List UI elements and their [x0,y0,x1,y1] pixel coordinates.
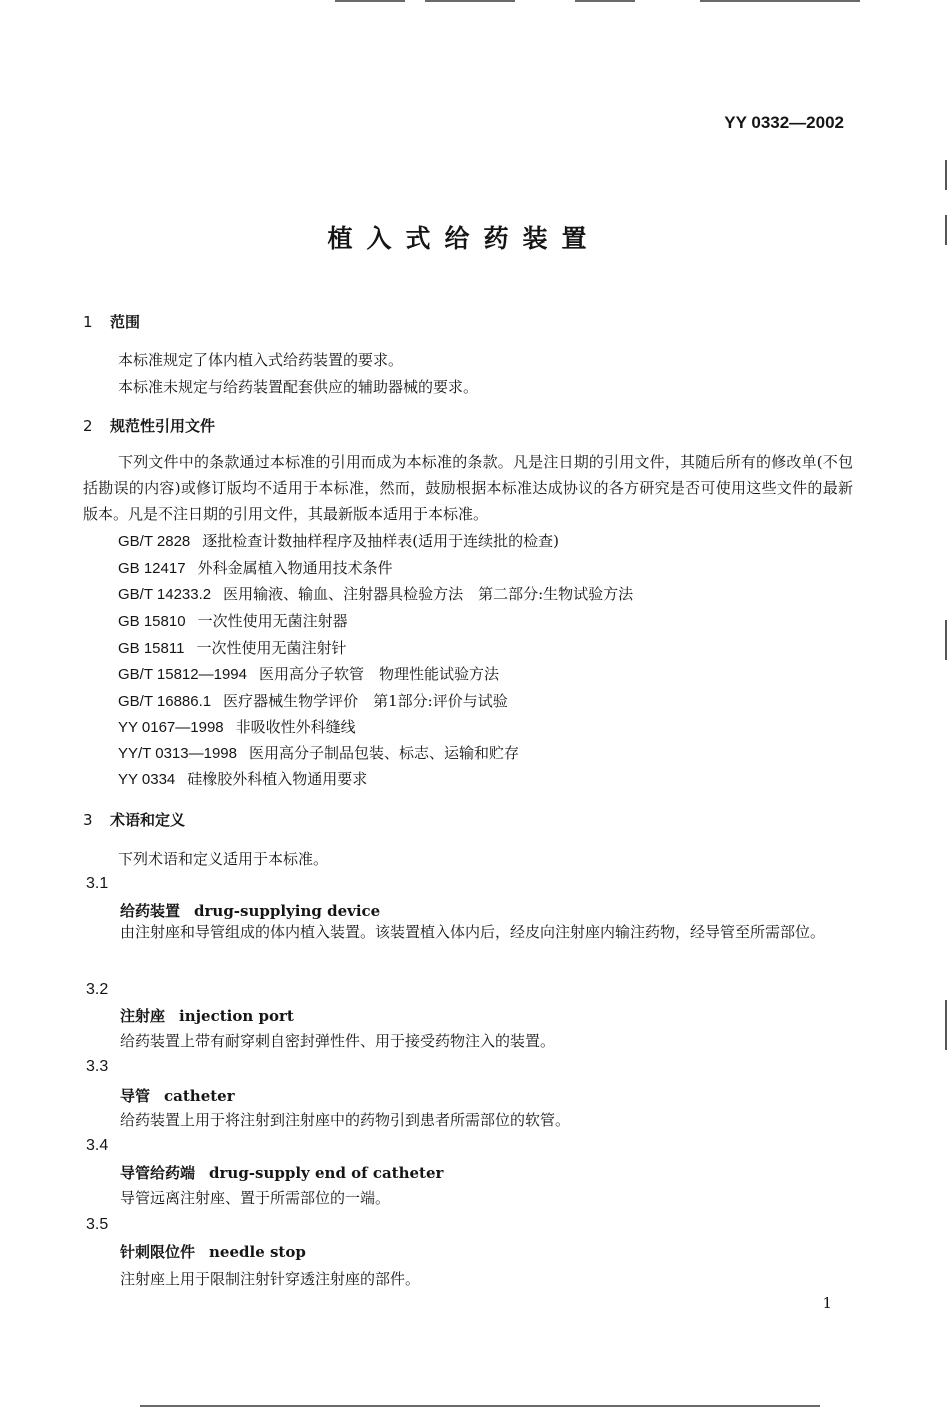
document-title: 植入式给药装置 [327,224,601,253]
section-title: 规范性引用文件 [110,417,216,435]
reference-title: 医疗器械生物学评价 第1部分:评价与试验 [223,692,508,710]
page-number: 1 [822,1294,832,1312]
scan-edge-mark [945,215,947,245]
reference-item [118,716,356,737]
term-name-cn: 给药装置 [120,902,181,920]
reference-title: 硅橡胶外科植入物通用要求 [187,770,368,788]
term-name-cn: 导管 [120,1087,151,1105]
term-number: 3.4 [86,1137,109,1154]
term-definition: 给药装置上带有耐穿刺自密封弹性件、用于接受药物注入的装置。 [120,1032,556,1050]
scope-paragraph: 本标准规定了体内植入式给药装置的要求。 [118,351,404,369]
reference-title: 逐批检查计数抽样程序及抽样表(适用于连续批的检查) [202,532,559,550]
scan-edge-mark [945,620,947,660]
term-name [120,900,380,921]
term-name-en: drug-supplying device [194,902,381,920]
term-name [120,1241,306,1262]
section-number: 2 [83,417,93,435]
term-definition: 由注射座和导管组成的体内植入装置。该装置植入体内后，经皮向注射座内输注药物，经导管至所需部位。 [120,923,826,941]
reference-item [118,742,519,763]
term-name-en: catheter [164,1087,235,1105]
term-number: 3.3 [86,1058,109,1075]
reference-item [118,530,559,551]
scan-artifact-bottom [140,1405,820,1407]
reference-code: YY 0167—1998 [118,719,224,736]
section-heading-scope [83,311,140,332]
scan-artifact-top [425,0,515,2]
reference-item [118,768,367,789]
reference-code: GB 15810 [118,613,186,630]
standard-code: YY 0332—2002 [724,113,844,132]
reference-item [118,663,499,684]
reference-item [118,583,633,604]
section-heading-terms [83,809,185,830]
term-definition: 注射座上用于限制注射针穿透注射座的部件。 [120,1270,421,1288]
reference-code: GB/T 15812—1994 [118,666,247,683]
normative-intro: 下列文件中的条款通过本标准的引用而成为本标准的条款。凡是注日期的引用文件，其随后所有的修改单(不包括勘误的内容)或修订版均不适用于本标准，然而，鼓励根据本标准达成协议的各方研究是否可使用这些文件的最新版本。凡是不注日期的引用文件，其最新版本适用于本标准。 [83,453,853,523]
scan-artifact-top [575,0,635,2]
terms-intro: 下列术语和定义适用于本标准。 [118,850,329,868]
term-name-cn: 注射座 [120,1007,166,1025]
reference-code: GB/T 2828 [118,533,191,550]
scope-paragraph: 本标准未规定与给药装置配套供应的辅助器械的要求。 [118,378,479,396]
scan-edge-mark [945,160,947,190]
term-name [120,1085,235,1106]
reference-item [118,610,348,631]
section-title: 范围 [110,313,141,331]
term-number: 3.2 [86,981,109,998]
term-name-en: needle stop [209,1243,306,1261]
reference-code: GB/T 14233.2 [118,586,212,603]
reference-title: 一次性使用无菌注射器 [197,612,348,630]
reference-item [118,690,508,711]
reference-code: GB 12417 [118,560,186,577]
term-definition: 给药装置上用于将注射到注射座中的药物引到患者所需部位的软管。 [120,1111,571,1129]
term-name-en: drug-supply end of catheter [209,1164,444,1182]
term-number: 3.1 [86,875,109,892]
reference-code: YY 0334 [118,771,176,788]
reference-code: YY/T 0313—1998 [118,745,237,762]
reference-title: 医用高分子制品包装、标志、运输和贮存 [248,744,519,762]
reference-item [118,557,393,578]
reference-code: GB 15811 [118,640,185,657]
reference-code: GB/T 16886.1 [118,693,212,710]
term-name-cn: 导管给药端 [120,1164,196,1182]
section-number: 3 [83,811,93,829]
reference-item [118,637,346,658]
reference-title: 一次性使用无菌注射针 [196,639,347,657]
term-name-en: injection port [179,1007,294,1025]
reference-title: 医用高分子软管 物理性能试验方法 [258,665,499,683]
term-number: 3.5 [86,1216,109,1233]
term-name [120,1005,294,1026]
scan-artifact-top [700,0,860,2]
section-number: 1 [83,313,93,331]
section-title: 术语和定义 [110,811,186,829]
term-name-cn: 针刺限位件 [120,1243,196,1261]
term-definition: 导管远离注射座、置于所需部位的一端。 [120,1189,391,1207]
reference-title: 医用输液、输血、注射器具检验方法 第二部分:生物试验方法 [223,585,634,603]
section-heading-normative [83,415,215,436]
reference-title: 非吸收性外科缝线 [235,718,356,736]
scan-artifact-top [335,0,405,2]
reference-title: 外科金属植入物通用技术条件 [197,559,393,577]
term-name [120,1162,443,1183]
scan-edge-mark [945,1000,947,1050]
